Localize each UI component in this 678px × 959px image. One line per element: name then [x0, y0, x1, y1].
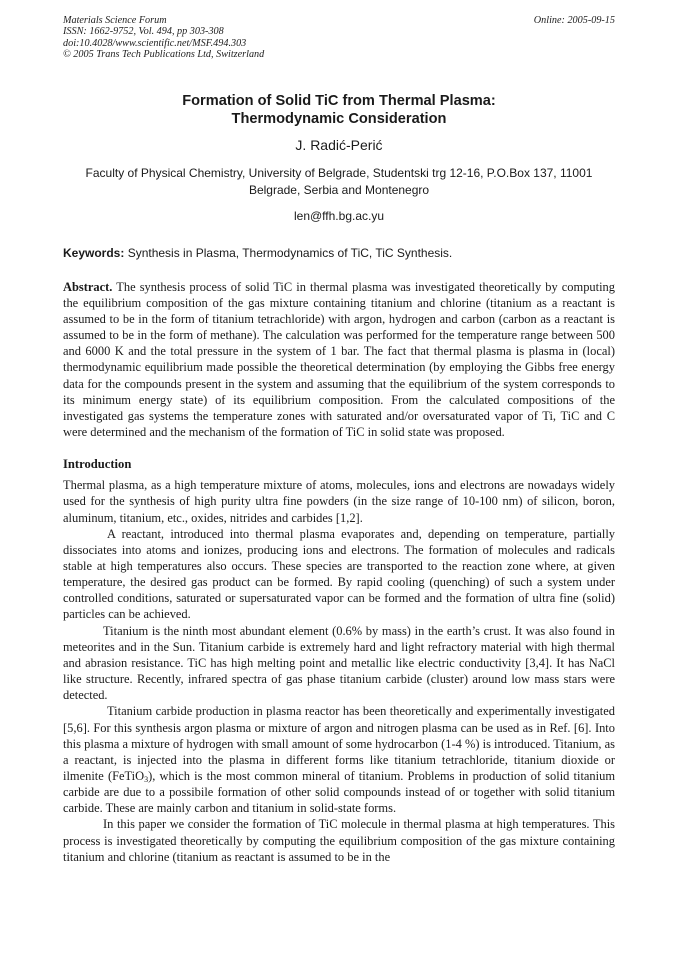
paragraph: In this paper we consider the formation of TiC molecule in thermal plasma at high temperatures. This process is investigated theoretically by computing the equilibrium composition of the gas mixture containing titanium and chlorine (titanium as reactant is assumed to be in the [63, 817, 615, 864]
title-line-1: Formation of Solid TiC from Thermal Plasma: [182, 92, 496, 109]
paragraph-text: Titanium carbide production in plasma reactor has been theoretically and experimentally investigated [5,6]. For this synthesis argon plasma or mixture of argon and nitrogen plasma can be used as in Ref. [6]. Into this plasma a mixture of hydrogen with small amount of some hydrocarbon (1-4 %) is introduced. Titanium, as a reactant, is injected into the plasma in different forms like titanium tetrachloride, titanium dioxide or ilmenite (FeTiO [63, 704, 615, 783]
paragraph-text: ), which is the most common mineral of titanium. Problems in production of solid titanium carbide are due to a possibile formation of other solid compounds instead of or together with solid titanium carbide. These are mainly carbon and titanium in solid-state forms. [63, 769, 616, 816]
author-name: J. Radić-Perić [295, 136, 383, 153]
keywords-text: Synthesis in Plasma, Thermodynamics of TiC, TiC Synthesis. [124, 245, 453, 260]
journal-header [63, 15, 615, 61]
section-heading-introduction: Introduction [63, 457, 132, 472]
keywords [63, 246, 615, 261]
paragraph: Thermal plasma, as a high temperature mixture of atoms, molecules, ions and electrons are nowadays widely used for the synthesis of high purity ultra fine powders (in the size range of 10-100 nm) of silicon, boron, aluminum, titanium, etc., oxides, nitrides and carbides [1,2]. [63, 478, 615, 525]
paragraph [63, 703, 615, 816]
journal-copyright: © 2005 Trans Tech Publications Ltd, Switzerland [63, 49, 265, 61]
author-email: len@ffh.bg.ac.yu [293, 208, 385, 223]
online-date: Online: 2005-09-15 [533, 15, 615, 26]
abstract-text: The synthesis process of solid TiC in thermal plasma was investigated theoretically by computing the equilibrium composition of the gas mixture containing titanium and chlorine (titanium as a reactant is assumed to be in the form of titanium tetrachloride) with argon, hydrogen and carbon (carbon as a reactant is assumed to be in the form of methane). The calculation was performed for the temperature range between 500 and 6000 K and the total pressure in the system of 1 bar. The fact that thermal plasma is plasma in (local) thermodynamic equilibrium made possible the theoretical determination (by employing the Gibbs free energy data for the compounds present in the system and assuming that the equilibrium of the system corresponds to its minimum energy state) of its equilibrium composition. From the calculated compositions of the investigated gas systems the temperature zones with saturated and/or oversaturated vapor of Ti, TiC and C were determined and the mechanism of the formation of TiC in solid state was proposed. [63, 279, 615, 440]
paper-title [63, 92, 615, 128]
keywords-label: Keywords: [63, 245, 125, 260]
title-line-2: Thermodynamic Consideration [231, 110, 447, 127]
abstract [63, 279, 615, 441]
subscript: 3 [144, 775, 149, 784]
abstract-label: Abstract. [63, 279, 113, 294]
journal-name: Materials Science Forum [63, 15, 167, 26]
paragraph: A reactant, introduced into thermal plasma evaporates and, depending on temperature, partially dissociates into atoms and ionizes, producing ions and electrons. The formation of molecules and radicals stable at high temperatures also occurs. These species are transported to the reaction zone where, at given temperature, the desired gas product can be formed. By rapid cooling (quenching) of such a system under controlled conditions, saturated or supersaturated vapor can be formed and the formation of ultra fine (solid) particles can be achieved. [63, 526, 615, 622]
journal-issn: ISSN: 1662-9752, Vol. 494, pp 303-308 [63, 26, 224, 38]
paragraph: Titanium is the ninth most abundant element (0.6% by mass) in the earth’s crust. It was also found in meteorites and in the Sun. Titanium carbide is extremely hard and light refractory material with high thermal and abrasion resistance. TiC has high melting point and metallic like electric conductivity [3,4]. It has NaCl like structure. Recently, infrared spectra of gas phase titanium carbide (cluster) around low mass stars were detected. [63, 623, 615, 703]
affiliation: Faculty of Physical Chemistry, University of Belgrade, Studentski trg 12-16, P.O.Box 137, 11001 Belgrade, Serbia and Montenegro [85, 165, 593, 197]
journal-doi: doi:10.4028/www.scientific.net/MSF.494.303 [63, 37, 247, 49]
